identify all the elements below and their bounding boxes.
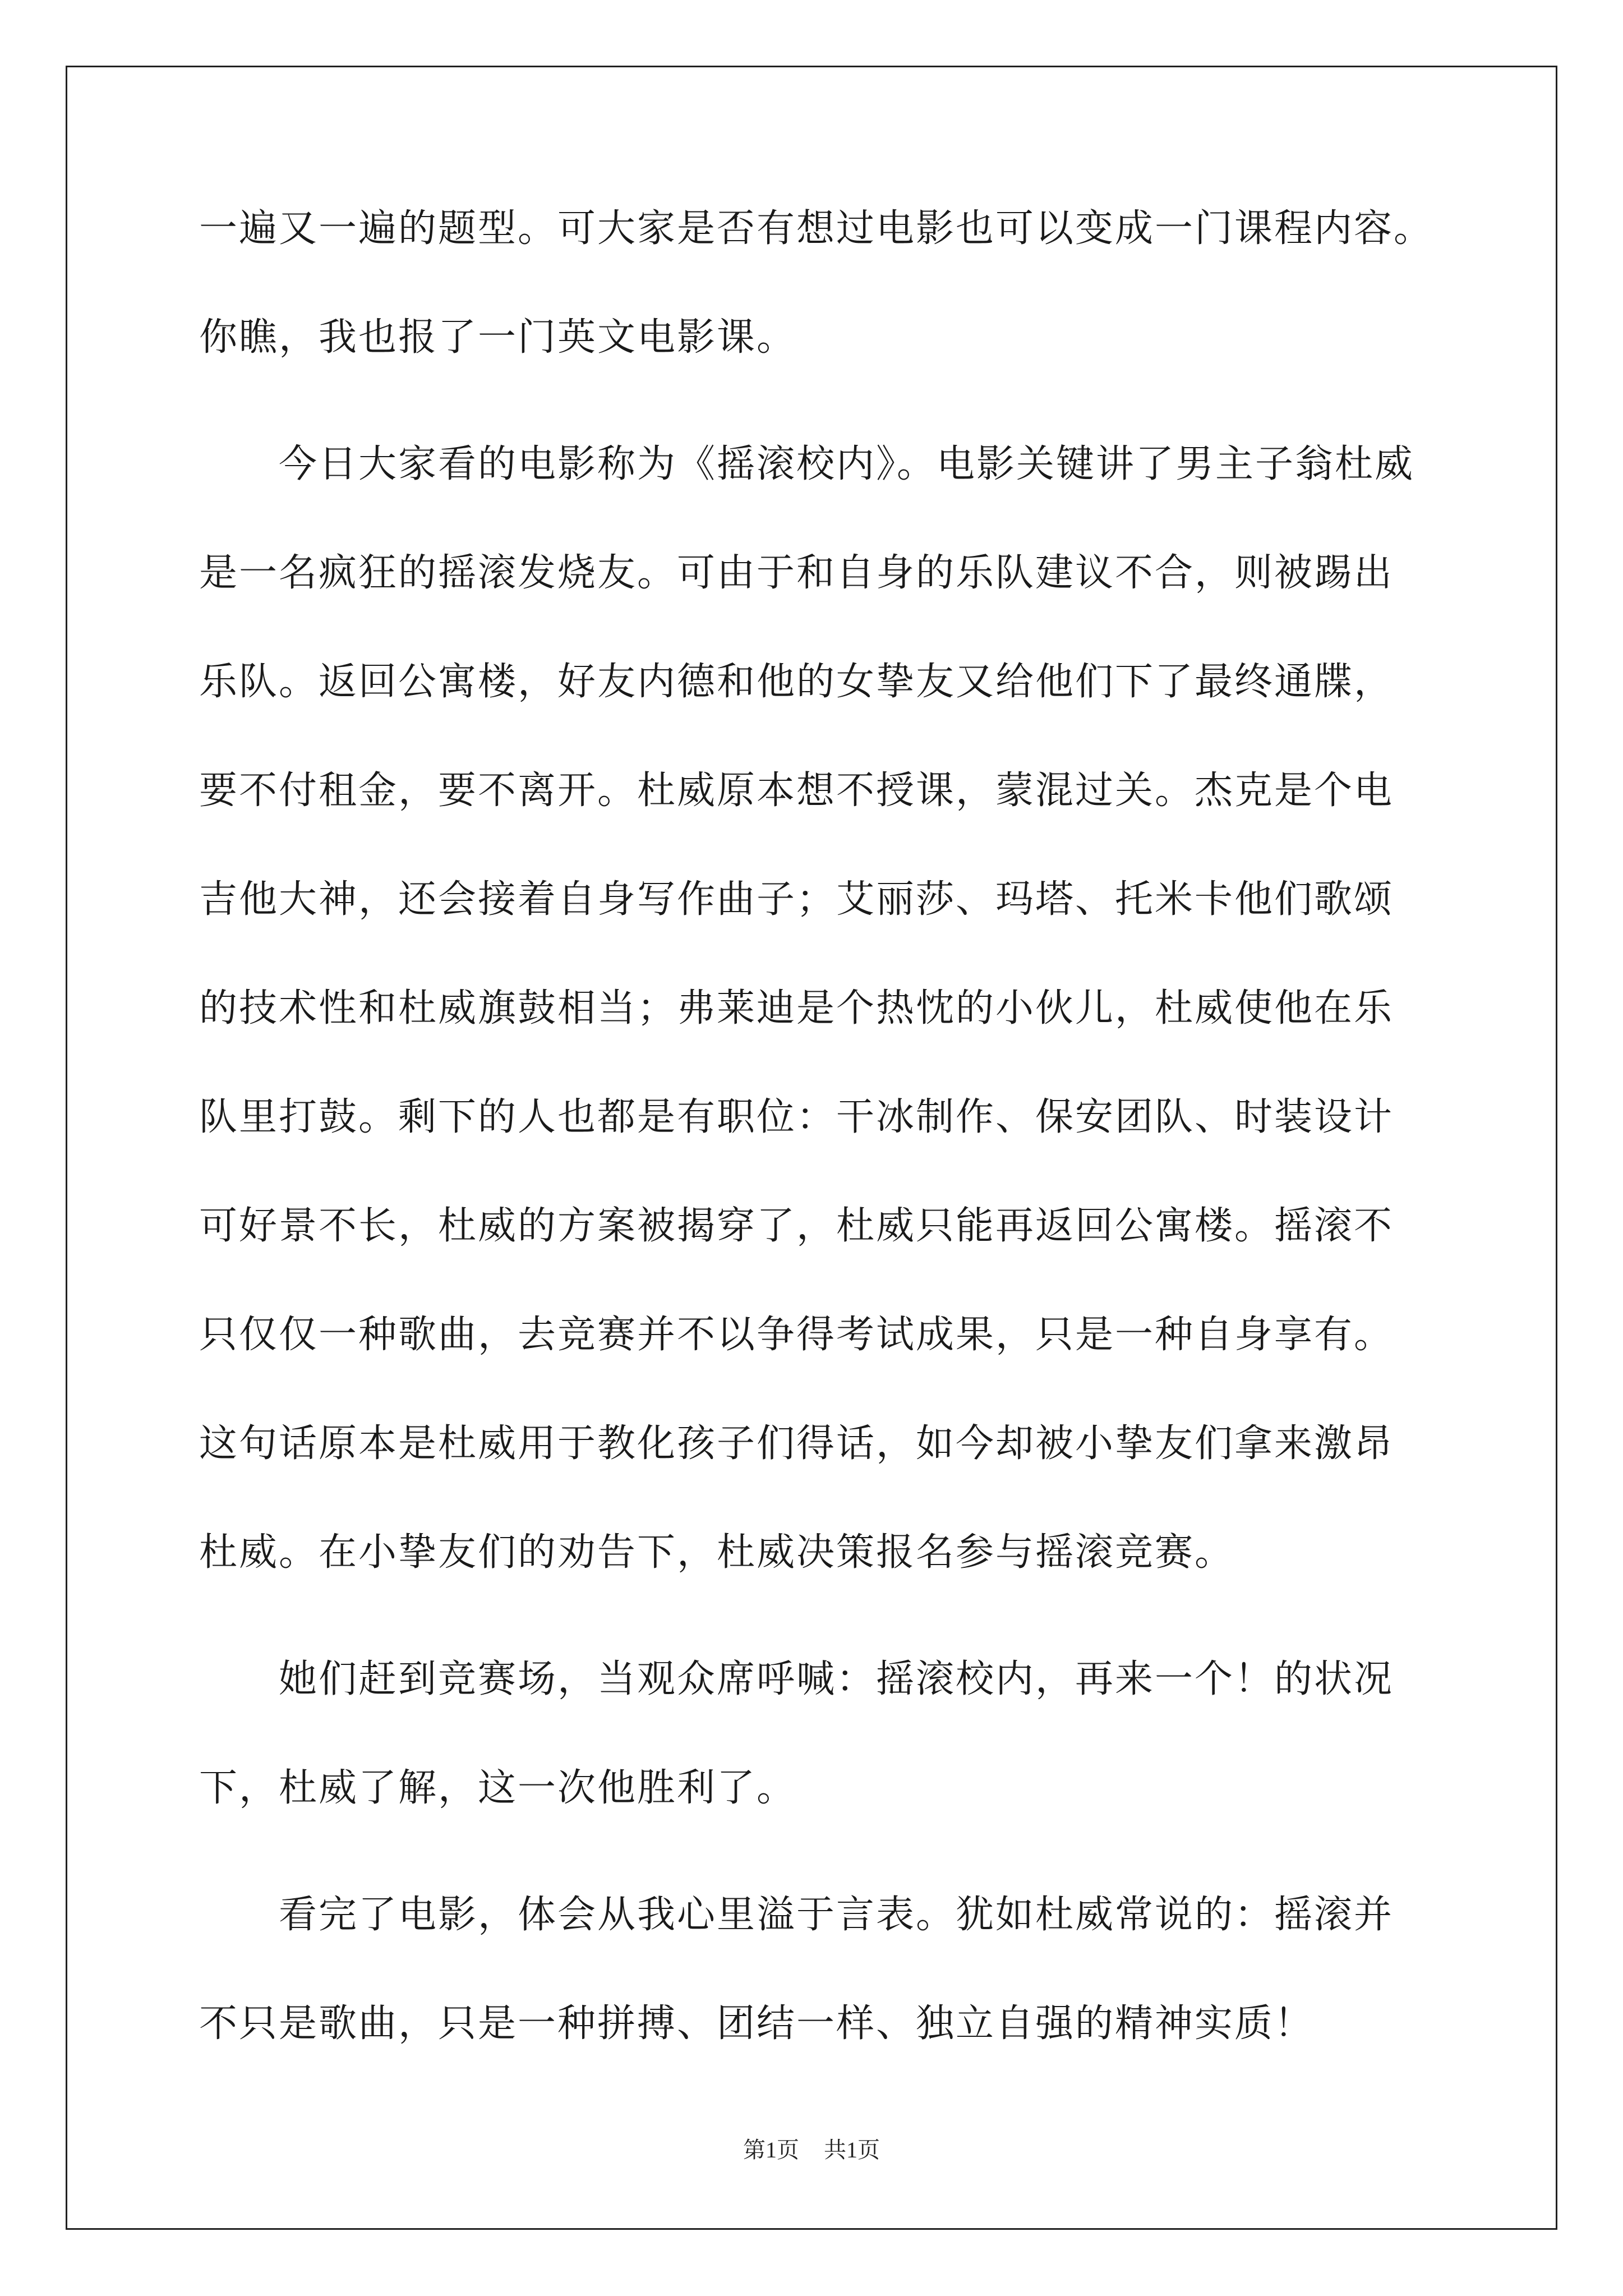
text-line: 不只是歌曲，只是一种拼搏、团结一样、独立自强的精神实质！ — [199, 2001, 1315, 2046]
text-line: 你瞧，我也报了一门英文电影课。 — [199, 315, 797, 360]
text-line: 杜威。在小挚友们的劝告下，杜威决策报名参与摇滚竞赛。 — [199, 1530, 1235, 1575]
page-total: 共1页 — [824, 2137, 880, 2162]
page-footer — [0, 2136, 1623, 2164]
text-line: 吉他大神，还会接着自身写作曲子；艾丽莎、玛塔、托米卡他们歌颂 — [199, 877, 1394, 922]
text-line: 这句话原本是杜威用于教化孩子们得话，如今却被小挚友们拿来激昂 — [199, 1421, 1394, 1466]
page-number: 第1页 — [743, 2137, 799, 2162]
text-line: 看完了电影，体会从我心里溢于言表。犹如杜威常说的：摇滚并 — [279, 1893, 1394, 1937]
text-line: 今日大家看的电影称为《摇滚校内》。电影关键讲了男主子翁杜威 — [279, 442, 1415, 486]
text-line: 队里打鼓。剩下的人也都是有职位：干冰制作、保安团队、时装设计 — [199, 1095, 1394, 1139]
text-line: 只仅仅一种歌曲，去竞赛并不以争得考试成果，只是一种自身享有。 — [199, 1313, 1394, 1357]
text-line: 可好景不长，杜威的方案被揭穿了，杜威只能再返回公寓楼。摇滚不 — [199, 1204, 1394, 1248]
text-line: 下，杜威了解，这一次他胜利了。 — [199, 1766, 797, 1810]
text-line: 是一名疯狂的摇滚发烧友。可由于和自身的乐队建议不合，则被踢出 — [199, 551, 1394, 595]
text-line: 乐队。返回公寓楼，好友内德和他的女挚友又给他们下了最终通牒， — [199, 660, 1394, 704]
text-line: 的技术性和杜威旗鼓相当；弗莱迪是个热忱的小伙儿，杜威使他在乐 — [199, 986, 1394, 1030]
text-line: 一遍又一遍的题型。可大家是否有想过电影也可以变成一门课程内容。 — [199, 206, 1434, 251]
text-line: 她们赶到竞赛场，当观众席呼喊：摇滚校内，再来一个！的状况 — [279, 1657, 1394, 1701]
text-line: 要不付租金，要不离开。杜威原本想不授课，蒙混过关。杰克是个电 — [199, 769, 1394, 813]
